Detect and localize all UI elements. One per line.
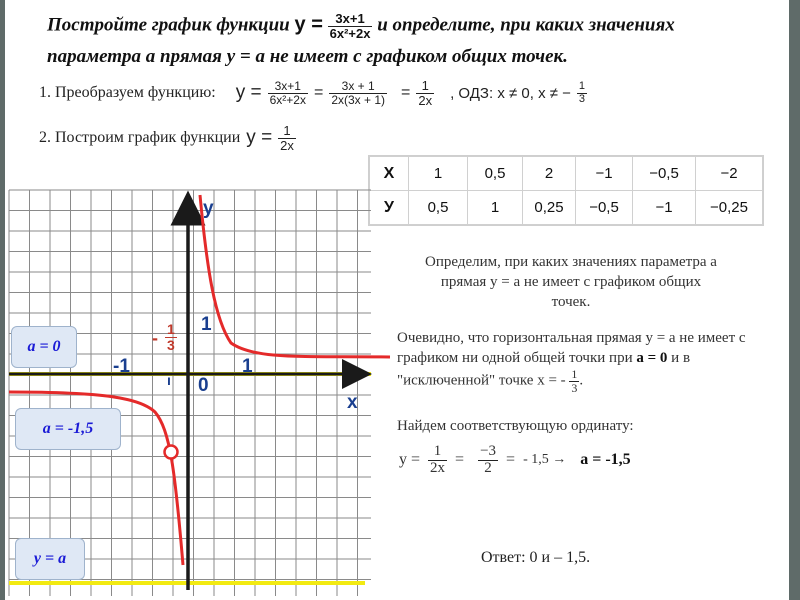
table-cell: −0,5 [633, 157, 696, 191]
table-cell: 2 [523, 157, 576, 191]
title-y-eq: y = [294, 13, 323, 36]
odz-fraction: $\frac{1}{3}$ [578, 80, 586, 105]
calc-line: y = $\frac{1}{2x}$ = $\frac{-3}{2}$ = - 1,5 → a = -1,5 [399, 443, 631, 476]
calc-result: - 1,5 → [523, 452, 567, 468]
label-one-y: 1 [201, 314, 212, 335]
excluded-point [165, 446, 178, 459]
text-paragraph-2: Очевидно, что горизонтальная прямая y = a не имеет с графиком ни одной общей точки при a = 0 и в "исключенной" точке x = - $\frac{1}{3}$ . [397, 330, 746, 395]
table-x-header: X [370, 157, 409, 191]
calc-fraction-2: $\frac{-3}{2}$ [480, 443, 497, 476]
y-axis-label: y [203, 198, 214, 219]
title-fraction: $\frac{3x+1}{\text{6x²+2x}}$ [329, 11, 371, 41]
table-cell: 0,5 [468, 157, 523, 191]
tick-mark: ı [167, 372, 171, 388]
table-cell: −0,5 [576, 191, 633, 225]
minus-sign: - [152, 328, 158, 348]
step-1-label: 1. Преобразуем функцию: [39, 84, 216, 102]
step-2-label: 2. Построим график функции [39, 129, 241, 147]
step-1-fraction-2: $\frac{3x + 1}{2x(3x + 1)}$ [331, 79, 386, 107]
label-minus-one: -1 [113, 356, 130, 377]
title-text-b: и определите, при каких значениях [377, 14, 675, 36]
curve-right-branch [200, 195, 390, 357]
calc-answer: a = -1,5 [580, 451, 631, 469]
title-text-a: Постройте график функции [47, 14, 290, 36]
badge-y-a: y = a [15, 538, 85, 580]
text-paragraph-1: Определим, при каких значениях параметра a прямая y = a не имеет с графиком общих точек. [425, 254, 717, 310]
table-cell: −1 [633, 191, 696, 225]
badge-a-zero: a = 0 [11, 326, 77, 368]
text-a-zero: a = 0 [636, 350, 668, 366]
slide [5, 0, 789, 600]
answer-text: Ответ: 0 и – 1,5. [481, 549, 591, 566]
text-paragraph-3: Найдем соответствующую ординату: [397, 418, 634, 434]
step-1-fraction-3: $\frac{1}{2x}$ [418, 78, 433, 108]
table-cell: −0,25 [696, 191, 763, 225]
x-axis-label: x [347, 392, 358, 413]
table-cell: 0,5 [409, 191, 468, 225]
odz-text: , ОДЗ: x ≠ 0, x ≠ − [450, 84, 571, 102]
step-1-fraction-1: $\frac{3x+1}{\text{6x²+2x}}$ [269, 79, 306, 107]
label-minus-third: $\frac{1}{3}$ [167, 321, 175, 353]
step-2: 2. Построим график функции y = $\frac{1}{2x}$ [39, 123, 294, 153]
table-cell: 1 [409, 157, 468, 191]
badge-a-neg: a = -1,5 [15, 408, 121, 450]
step-1: 1. Преобразуем функцию: y = $\frac{3x+1}{\text{6x²+2x}}$ = $\frac{3x + 1}{2x(3x + 1)}$ = $\frac{1}{2x}$ , ОДЗ: x ≠ 0, x ≠ − $\frac{1}{3}$ [39, 78, 586, 108]
table-y-header: У [370, 191, 409, 225]
table-cell: 0,25 [523, 191, 576, 225]
step-2-fraction: $\frac{1}{2x}$ [280, 123, 294, 153]
label-one-x: 1 [242, 356, 253, 377]
calc-fraction-1: $\frac{1}{2x}$ [430, 443, 446, 476]
table-cell: −1 [576, 157, 633, 191]
text-fraction-third: $\frac{1}{3}$ [571, 367, 578, 395]
table-cell: 1 [468, 191, 523, 225]
table-cell: −2 [696, 157, 763, 191]
label-zero: 0 [198, 375, 209, 396]
title-line-2: параметра a прямая y = a не имеет с графиком общих точек. [47, 46, 568, 67]
